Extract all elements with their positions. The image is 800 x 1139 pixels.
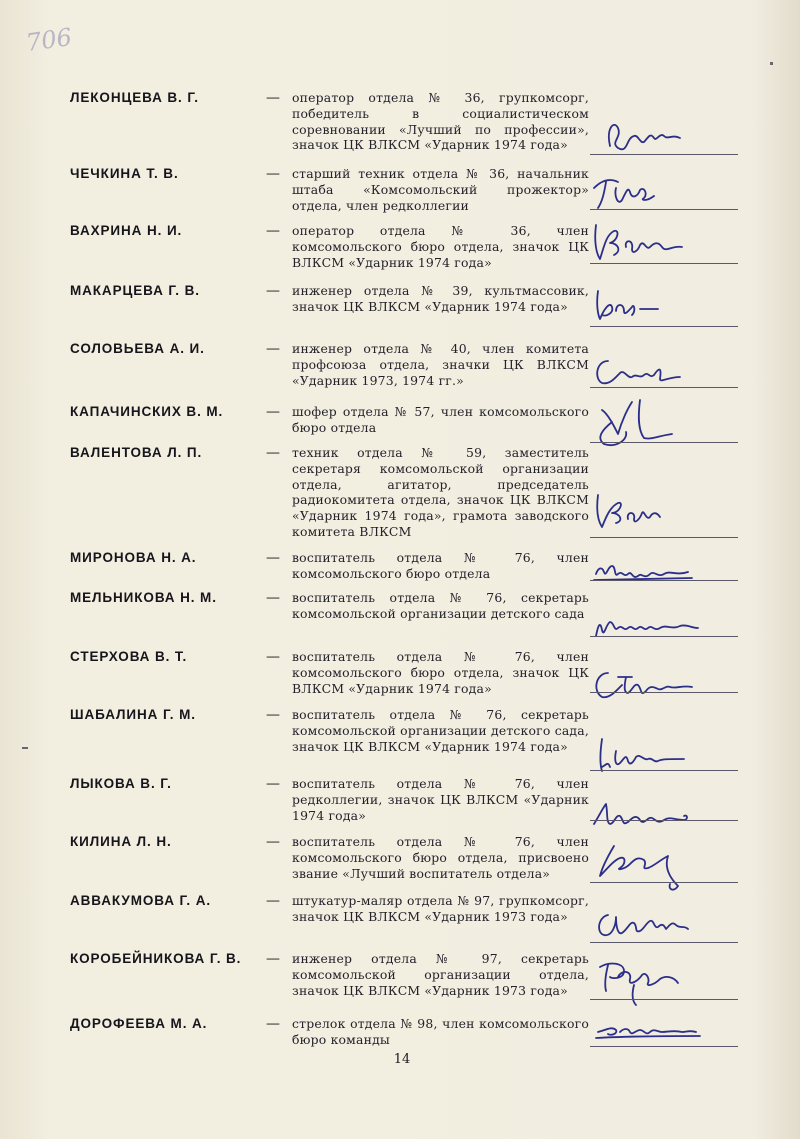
- signature: [588, 895, 738, 955]
- signature: [588, 729, 738, 789]
- person-description: воспитатель отдела № 76, член комсомольского бюро отдела, значок ЦК ВЛКСМ «Ударник 1974 года»: [292, 649, 589, 696]
- signature-line: [590, 326, 738, 327]
- dash: —: [266, 951, 280, 967]
- person-description: воспитатель отдела № 76, секретарь комсомольской организации детского сада: [292, 590, 589, 621]
- person-description: инженер отдела № 39, культмассовик, значок ЦК ВЛКСМ «Ударник 1974 года»: [292, 283, 589, 314]
- signature-line: [590, 770, 738, 771]
- person-name: ДОРОФЕЕВА М. А.: [70, 1016, 208, 1031]
- signature-line: [590, 442, 738, 443]
- person-name: КАПАЧИНСКИХ В. М.: [70, 404, 224, 419]
- signature: [588, 108, 738, 168]
- dash: —: [266, 341, 280, 357]
- corner-annotation: 706: [24, 22, 74, 58]
- signature: [588, 279, 738, 339]
- person-name: КИЛИНА Л. Н.: [70, 834, 172, 849]
- margin-mark: [770, 62, 773, 65]
- person-description: старший техник отдела № 36, начальник штаба «Комсомольский прожектор» отдела, член редколлегии: [292, 166, 589, 213]
- signature: [588, 489, 738, 549]
- person-description: штукатур-маляр отдела № 97, групкомсорг, значок ЦК ВЛКСМ «Ударник 1973 года»: [292, 893, 589, 924]
- person-name: ЛЫКОВА В. Г.: [70, 776, 172, 791]
- person-name: МИРОНОВА Н. А.: [70, 550, 197, 565]
- dash: —: [266, 590, 280, 606]
- signature-line: [590, 537, 738, 538]
- person-name: МАКАРЦЕВА Г. В.: [70, 283, 200, 298]
- signature: [588, 659, 738, 719]
- signature: [588, 217, 738, 277]
- person-description: инженер отдела № 40, член комитета профсоюза отдела, значки ЦК ВЛКСМ «Ударник 1973, 1974 гг.»: [292, 341, 589, 388]
- dash: —: [266, 776, 280, 792]
- person-description: стрелок отдела № 98, член комсомольского бюро команды: [292, 1016, 589, 1047]
- dash: —: [266, 707, 280, 723]
- signature-line: [590, 942, 738, 943]
- signature-line: [590, 692, 738, 693]
- person-name: ЛЕКОНЦЕВА В. Г.: [70, 90, 199, 105]
- dash: —: [266, 834, 280, 850]
- signature-line: [590, 209, 738, 210]
- dash: —: [266, 893, 280, 909]
- dash: —: [266, 90, 280, 106]
- person-name: СОЛОВЬЕВА А. И.: [70, 341, 205, 356]
- person-description: шофер отдела № 57, член комсомольского бюро отдела: [292, 404, 589, 435]
- person-name: ЧЕЧКИНА Т. В.: [70, 166, 179, 181]
- person-description: оператор отдела № 36, член комсомольского бюро отдела, значок ЦК ВЛКСМ «Ударник 1974 года»: [292, 223, 589, 270]
- person-name: ШАБАЛИНА Г. М.: [70, 707, 196, 722]
- dash: —: [266, 283, 280, 299]
- signature-line: [590, 882, 738, 883]
- signature-line: [590, 820, 738, 821]
- dash: —: [266, 1016, 280, 1032]
- margin-mark: [22, 747, 28, 749]
- person-name: ВАЛЕНТОВА Л. П.: [70, 445, 203, 460]
- person-description: оператор отдела № 36, групкомсорг, победитель в социалистическом соревновании «Лучший по профессии», значок ЦК ВЛКСМ «Ударник 1974 года»: [292, 90, 589, 153]
- signature: [588, 834, 738, 894]
- person-description: воспитатель отдела № 76, член комсомольского бюро отдела, присвоено звание «Лучший воспитатель отдела»: [292, 834, 589, 881]
- signature: [588, 1010, 738, 1070]
- dash: —: [266, 166, 280, 182]
- signature-line: [590, 636, 738, 637]
- person-description: техник отдела № 59, заместитель секретаря комсомольской организации отдела, агитатор, председатель радиокомитета отдела, значок ЦК ВЛКСМ «Ударник 1974 года», грамота заводского комитета ВЛКСМ: [292, 445, 589, 539]
- person-description: инженер отдела № 97, секретарь комсомольской организации отдела, значок ЦК ВЛКСМ «Ударник 1973 года»: [292, 951, 589, 998]
- signature-line: [590, 263, 738, 264]
- person-description: воспитатель отдела № 76, член редколлегии, значок ЦК ВЛКСМ «Ударник 1974 года»: [292, 776, 589, 823]
- signature-line: [590, 580, 738, 581]
- signature: [588, 390, 738, 450]
- person-name: ВАХРИНА Н. И.: [70, 223, 183, 238]
- dash: —: [266, 445, 280, 461]
- person-description: воспитатель отдела № 76, член комсомольского бюро отдела: [292, 550, 589, 581]
- person-description: воспитатель отдела № 76, секретарь комсомольской организации детского сада, значок ЦК ВЛКСМ «Ударник 1974 года»: [292, 707, 589, 754]
- person-name: МЕЛЬНИКОВА Н. М.: [70, 590, 217, 605]
- page-number: 14: [393, 1052, 411, 1067]
- signature-line: [590, 1046, 738, 1047]
- dash: —: [266, 550, 280, 566]
- signature-line: [590, 999, 738, 1000]
- person-name: СТЕРХОВА В. Т.: [70, 649, 188, 664]
- dash: —: [266, 223, 280, 239]
- dash: —: [266, 649, 280, 665]
- signature-line: [590, 154, 738, 155]
- dash: —: [266, 404, 280, 420]
- person-name: АВВАКУМОВА Г. А.: [70, 893, 211, 908]
- signature-line: [590, 387, 738, 388]
- signature: [588, 598, 738, 658]
- person-name: КОРОБЕЙНИКОВА Г. В.: [70, 951, 242, 966]
- signature: [588, 951, 738, 1011]
